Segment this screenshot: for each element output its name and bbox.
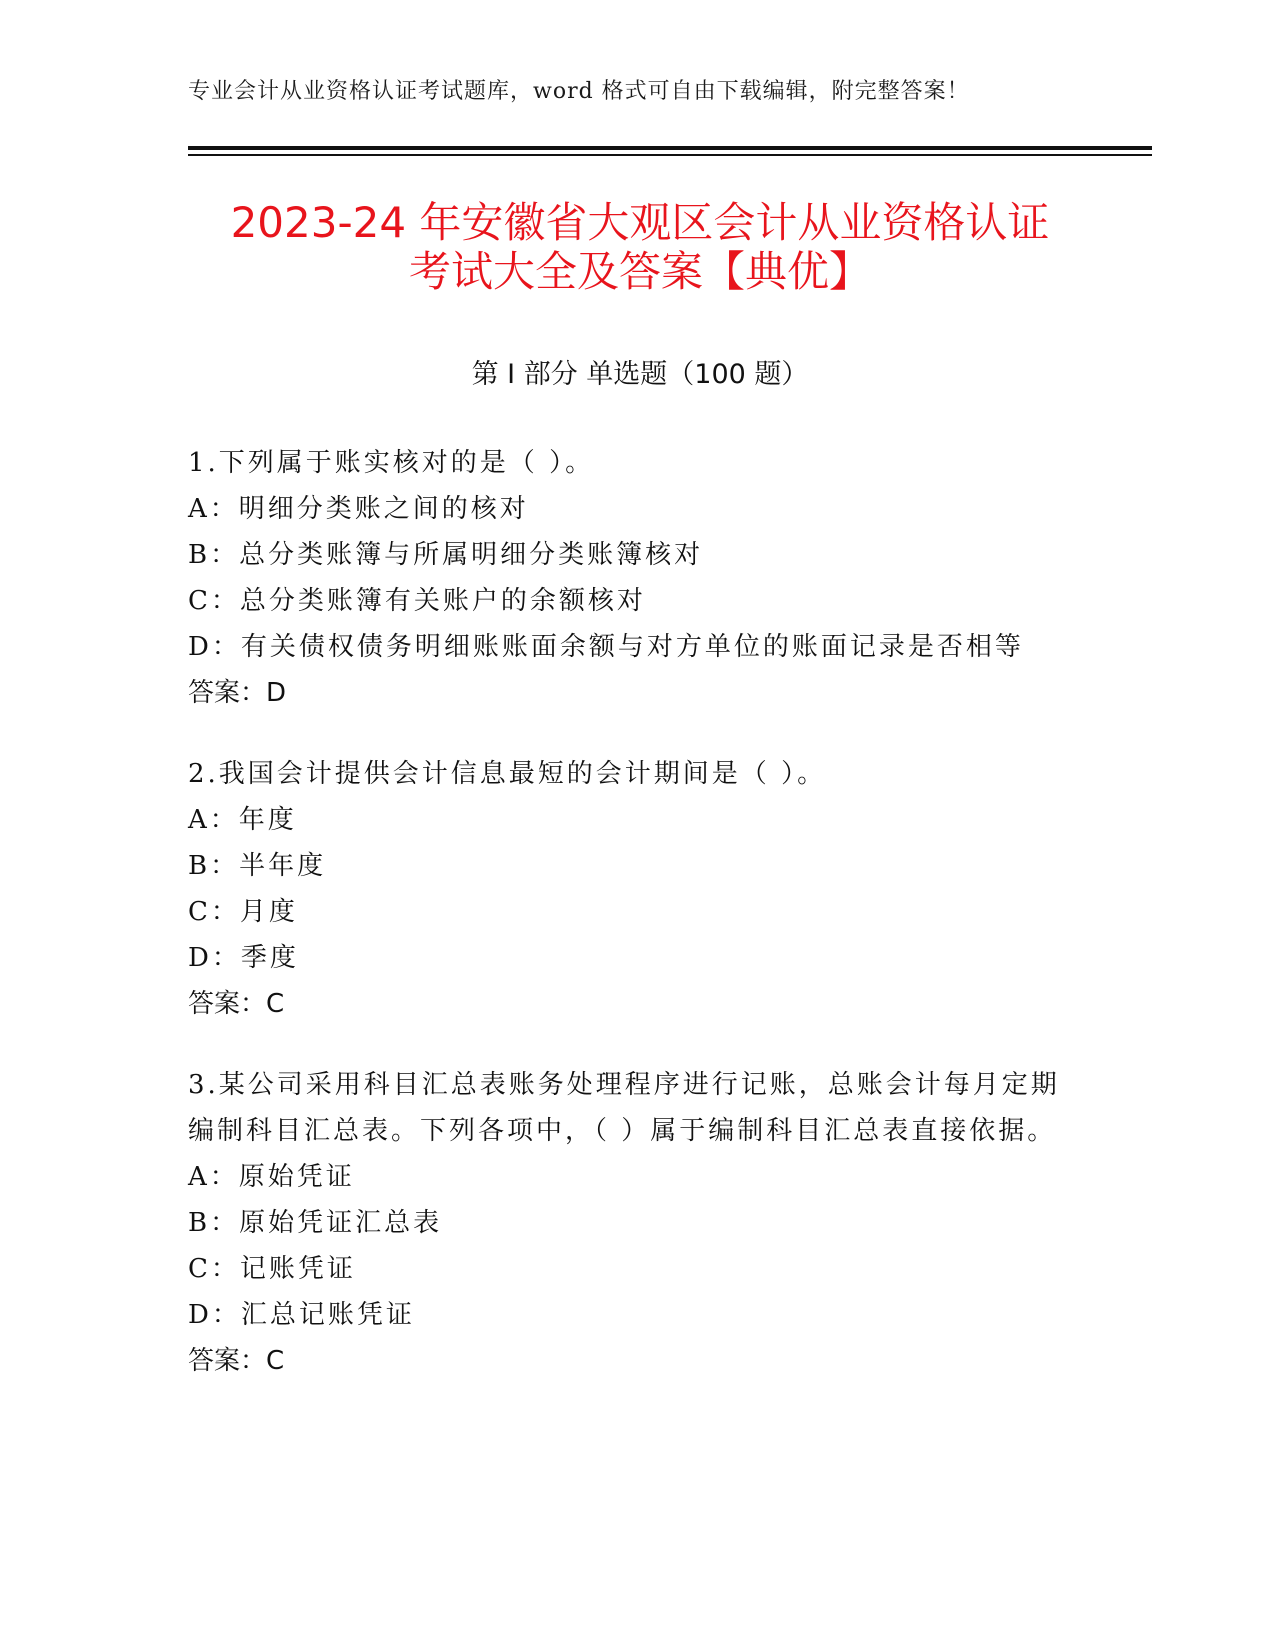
question-stem: 3.某公司采用科目汇总表账务处理程序进行记账，总账会计每月定期编制科目汇总表。下列各项中，（ ）属于编制科目汇总表直接依据。 [188,1070,1060,1146]
answer: 答案：C [188,1346,285,1376]
option-a: A：原始凭证 [188,1162,355,1192]
question-stem: 2.我国会计提供会计信息最短的会计期间是（ ）。 [188,759,827,789]
question-3 [188,1062,1068,1384]
option-d: D：汇总记账凭证 [188,1300,415,1330]
question-stem: 1.下列属于账实核对的是（ ）。 [188,448,595,478]
option-d: D：季度 [188,943,299,973]
title-line-2: 考试大全及答案【典优】 [408,247,871,296]
option-b: B：总分类账簿与所属明细分类账簿核对 [188,540,704,570]
header-rule-thick [188,146,1152,150]
answer: 答案：D [188,678,287,708]
section-title: 第 I 部分 单选题（100 题） [471,359,809,390]
option-b: B：原始凭证汇总表 [188,1208,443,1238]
option-c: C：记账凭证 [188,1254,356,1284]
option-b: B：半年度 [188,851,327,881]
option-a: A：年度 [188,805,297,835]
header-rule-thin [188,154,1152,156]
option-a: A：明细分类账之间的核对 [188,494,529,524]
answer: 答案：C [188,989,285,1019]
question-1 [188,440,1068,716]
document-title [150,198,1130,296]
question-2 [188,751,1068,1027]
option-c: C：总分类账簿有关账户的余额核对 [188,586,646,616]
question-list [188,440,1068,1419]
header-note: 专业会计从业资格认证考试题库，word 格式可自由下载编辑，附完整答案！ [188,79,970,104]
option-c: C：月度 [188,897,298,927]
title-line-1: 2023-24 年安徽省大观区会计从业资格认证 [230,198,1050,247]
option-d: D：有关债权债务明细账账面余额与对方单位的账面记录是否相等 [188,632,1024,662]
